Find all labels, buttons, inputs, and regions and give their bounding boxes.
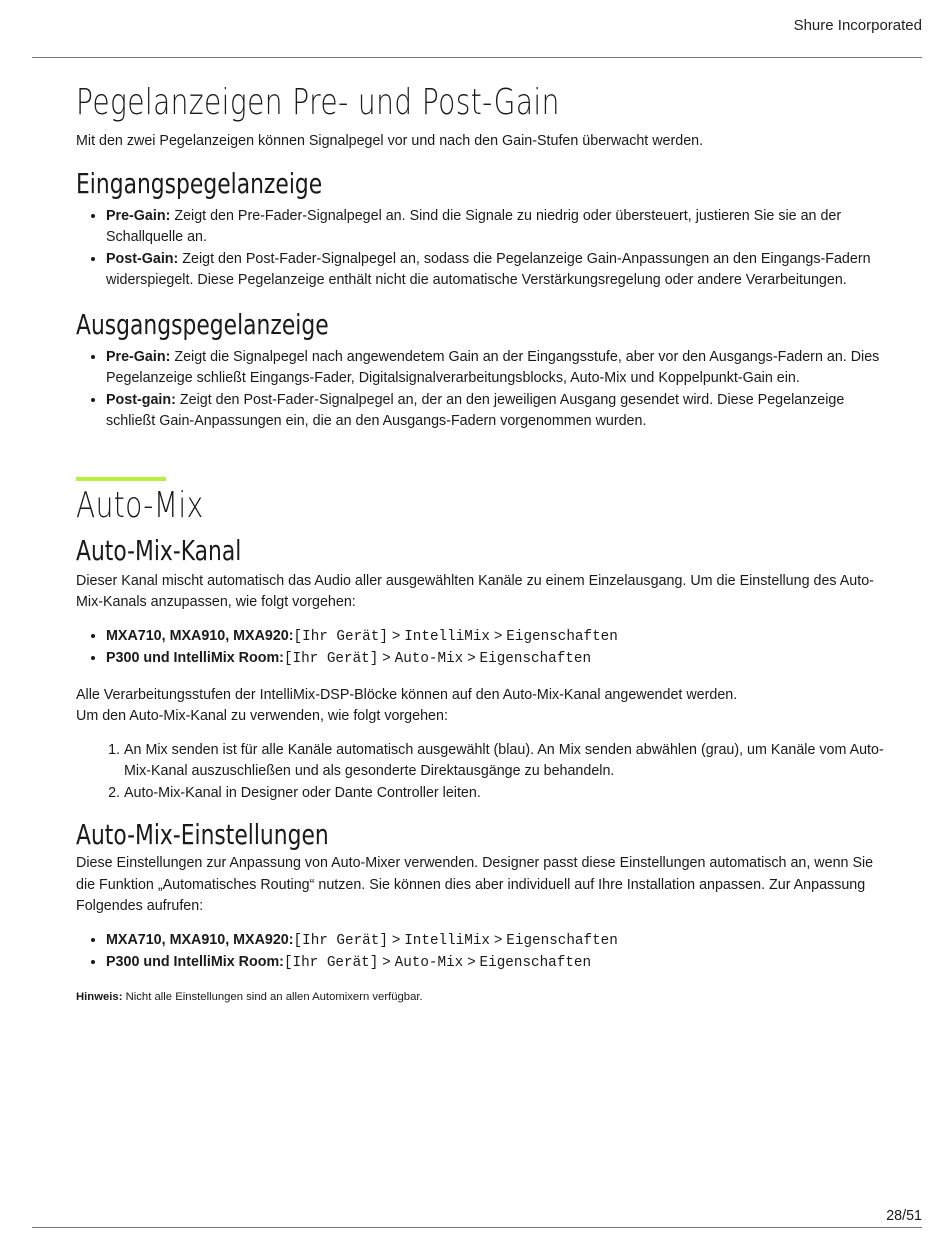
document-body [76, 78, 886, 1005]
list-item-label: Post-Gain: [106, 250, 179, 267]
path-label: MXA710, MXA910, MXA920: [106, 627, 294, 644]
path-item [106, 952, 886, 975]
auto-mix-channel-para1: Alle Verarbeitungsstufen der IntelliMix-DSP-Blöcke können auf den Auto-Mix-Kanal angewendet werden. [76, 686, 738, 703]
path-label: P300 und IntelliMix Room: [106, 954, 284, 970]
path-menu: IntelliMix [404, 932, 490, 949]
list-item-text: Zeigt die Signalpegel nach angewendetem Gain an der Eingangsstufe, aber vor den Ausgangs-Fadern an. Dies Pegelanzeige schließt Eingangs-Fader, Digitalsignalverarbeitungsblocks, Auto-Mix und Koppelpunkt-Gain ein. [106, 348, 880, 386]
footer-rule [32, 1227, 922, 1228]
list-item-label: Pre-Gain: [106, 348, 171, 365]
path-separator: > [463, 954, 480, 970]
auto-mix-settings-paths [76, 930, 886, 975]
path-label: MXA710, MXA910, MXA920: [106, 931, 294, 948]
auto-mix-settings-intro: Diese Einstellungen zur Anpassung von Auto-Mixer verwenden. Designer passt diese Einstellungen automatisch an, wenn Sie die Funktion „Automatisches Routing“ nutzen. Sie können dies aber individuell auf Ihre Installation anpassen. Zur Anpassung Folgendes aufrufen: [76, 855, 874, 914]
path-properties: Eigenschaften [479, 651, 592, 667]
list-item-label: Pre-Gain: [106, 207, 171, 224]
path-item [106, 930, 886, 953]
auto-mix-channel-intro: Dieser Kanal mischt automatisch das Audio aller ausgewählten Kanäle zu einem Einzelausgang. Um die Einstellung des Auto-Mix-Kanals anzupassen, wie folgt vorgehen: [76, 572, 874, 610]
page-number: 28/51 [886, 1208, 922, 1224]
list-item [106, 249, 886, 292]
path-device: [Ihr Gerät] [293, 932, 388, 949]
input-meter-list [76, 206, 886, 292]
subsection-title-auto-mix-settings: Auto-Mix-Einstellungen [76, 818, 329, 851]
list-item-text: Zeigt den Post-Fader-Signalpegel an, sodass die Pegelanzeige Gain-Anpassungen an den Eingangs-Fadern widerspiegelt. Diese Pegelanzeige enthält nicht die automatische Verstärkungsregelung oder andere Verarbeitungen. [106, 250, 871, 288]
path-separator: > [387, 627, 405, 644]
section-title-auto-mix: Auto-Mix [76, 484, 204, 526]
header-rule [32, 57, 922, 58]
path-separator: > [490, 627, 507, 644]
path-properties: Eigenschaften [506, 628, 618, 645]
section-accent-bar [76, 477, 166, 481]
path-menu: Auto-Mix [394, 651, 464, 667]
output-meter-list [76, 347, 886, 433]
auto-mix-channel-paths [76, 626, 886, 671]
list-item [106, 347, 886, 390]
path-separator: > [378, 650, 395, 666]
path-menu: IntelliMix [404, 628, 490, 645]
step-item: 1. An Mix senden ist für alle Kanäle automatisch ausgewählt (blau). An Mix senden abwählen (grau), um Kanäle vom Auto-Mix-Kanal auszuschließen und als gesonderte Direktausgänge zu behandeln. [124, 740, 886, 783]
section-title-level-meters: Pegelanzeigen Pre- und Post-Gain [76, 82, 560, 123]
path-device: [Ihr Gerät] [283, 955, 379, 971]
path-properties: Eigenschaften [479, 955, 592, 971]
note [76, 989, 886, 1005]
list-item-text: Zeigt den Pre-Fader-Signalpegel an. Sind die Signale zu niedrig oder übersteuert, justieren Sie sie an der Schallquelle an. [106, 207, 842, 245]
path-label: P300 und IntelliMix Room: [106, 650, 284, 666]
subsection-title-output-meter: Ausgangspegelanzeige [76, 307, 329, 341]
path-menu: Auto-Mix [394, 955, 464, 971]
list-item [106, 206, 886, 249]
auto-mix-channel-para2: Um den Auto-Mix-Kanal zu verwenden, wie folgt vorgehen: [76, 708, 448, 724]
path-separator: > [463, 650, 480, 666]
note-text: Nicht alle Einstellungen sind an allen Automixern verfügbar. [122, 990, 423, 1003]
path-item [106, 648, 886, 671]
path-device: [Ihr Gerät] [293, 628, 388, 645]
list-item-label: Post-gain: [106, 391, 176, 408]
path-item [106, 626, 886, 649]
path-separator: > [387, 931, 405, 948]
path-separator: > [490, 931, 507, 948]
step-item: 2. Auto-Mix-Kanal in Designer oder Dante Controller leiten. [124, 783, 886, 805]
level-meters-intro: Mit den zwei Pegelanzeigen können Signalpegel vor und nach den Gain-Stufen überwacht werden. [76, 133, 704, 149]
list-item-text: Zeigt den Post-Fader-Signalpegel an, der an den jeweiligen Ausgang gesendet wird. Diese Pegelanzeige schließt Gain-Anpassungen ein, die an den Ausgangs-Fadern vorgenommen wurden. [106, 391, 845, 429]
subsection-title-auto-mix-channel: Auto-Mix-Kanal [76, 533, 242, 567]
list-item [106, 390, 886, 433]
header-company: Shure Incorporated [793, 17, 922, 34]
path-properties: Eigenschaften [506, 932, 618, 949]
note-label: Hinweis: [76, 990, 123, 1003]
path-device: [Ihr Gerät] [283, 651, 379, 667]
path-separator: > [378, 954, 395, 970]
auto-mix-channel-steps [76, 740, 886, 805]
subsection-title-input-meter: Eingangspegelanzeige [76, 166, 323, 200]
